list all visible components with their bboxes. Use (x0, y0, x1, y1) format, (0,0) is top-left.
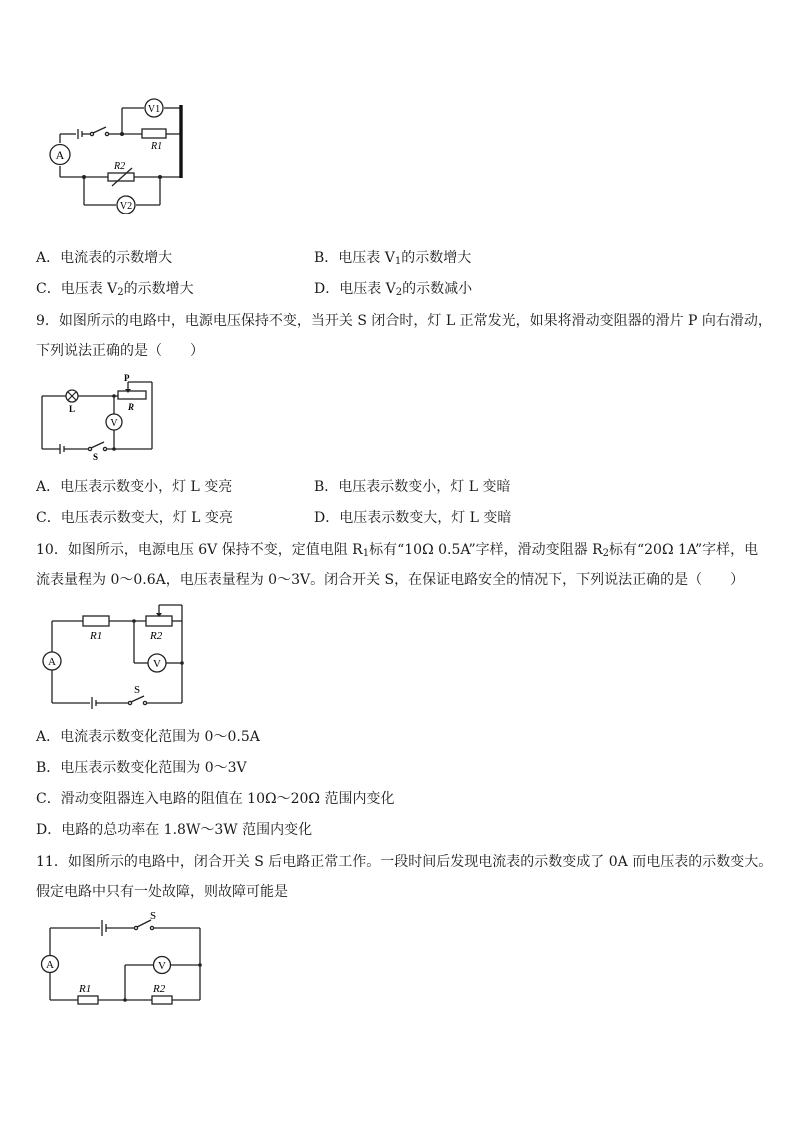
q10-option-c: C．滑动变阻器连入电路的阻值在 10Ω～20Ω 范围内变化 (36, 791, 395, 807)
q8-option-c (36, 279, 194, 303)
q8-r1-label: R1 (151, 141, 163, 152)
q8-option-b-pre: B．电压表 V (314, 250, 395, 266)
q10-switch-label: S (134, 684, 141, 696)
q11-circuit-figure (38, 908, 208, 1008)
q9-circuit-svg (38, 372, 162, 464)
q10-stem-sub2: 2 (602, 548, 609, 559)
q10-option-b: B．电压表示数变化范围为 0～3V (36, 760, 247, 776)
q9-stem-line2: 下列说法正确的是（ ） (36, 343, 204, 359)
q9-s-label: S (93, 452, 99, 462)
q10-circuit-figure (38, 600, 194, 714)
q11-circuit-svg (38, 908, 208, 1008)
q9-option-d: D．电压表示数变大，灯 L 变暗 (314, 510, 512, 526)
q8-option-b-post: 的示数增大 (401, 250, 472, 266)
q8-option-a: A．电流表的示数增大 (36, 250, 173, 266)
q10-ammeter-label: A (48, 656, 56, 668)
q8-option-c-sub: 2 (117, 287, 124, 298)
q11-voltmeter-label: V (158, 960, 166, 972)
q10-option-d: D．电路的总功率在 1.8W～3W 范围内变化 (36, 822, 313, 838)
q10-stem-post: 标有“20Ω 1A”字样，电 (608, 542, 759, 558)
q8-v1-label: V1 (147, 104, 161, 115)
q8-option-d-sub: 2 (395, 287, 403, 298)
q9-option-c: C．电压表示数变大，灯 L 变亮 (36, 510, 233, 526)
q10-stem-pre: 10．如图所示，电源电压 6V 保持不变，定值电阻 R (36, 542, 363, 558)
q8-option-b-sub: 1 (394, 256, 402, 267)
q9-v-label: V (110, 418, 118, 429)
q8-option-b (314, 248, 471, 272)
q9-r-label: R (128, 402, 135, 412)
q8-option-d-post: 的示数减小 (402, 281, 473, 297)
q10-stem-line1 (36, 540, 758, 564)
q8-option-c-pre: C．电压表 V (36, 281, 118, 297)
q8-ammeter-label: A (55, 148, 65, 162)
q10-stem-line2: 流表量程为 0～0.6A，电压表量程为 0～3V。闭合开关 S，在保证电路安全的情况下，下列说法正确的是（ ） (36, 572, 745, 588)
q11-r2-label: R2 (153, 983, 166, 995)
q10-r2-label: R2 (150, 630, 163, 642)
q9-option-a: A．电压表示数变小，灯 L 变亮 (36, 479, 233, 495)
q8-circuit-figure (40, 96, 200, 214)
q11-r1-label: R1 (79, 983, 92, 995)
q8-option-d (314, 279, 472, 303)
q9-stem-line1: 9．如图所示的电路中，电源电压保持不变，当开关 S 闭合时，灯 L 正常发光，如果将滑动变阻器的滑片 P 向右滑动， (36, 313, 772, 329)
q11-stem-line2: 假定电路中只有一处故障，则故障可能是 (36, 884, 288, 900)
q9-option-b: B．电压表示数变小，灯 L 变暗 (314, 479, 511, 495)
q11-ammeter-label: A (46, 959, 54, 971)
q8-r2-label: R2 (114, 161, 126, 172)
q11-switch-label: S (150, 910, 157, 922)
q10-stem-mid: 标有“10Ω 0.5A”字样，滑动变阻器 R (369, 542, 603, 558)
q10-voltmeter-label: V (153, 658, 161, 670)
q10-r1-label: R1 (90, 630, 103, 642)
q10-stem-sub1: 1 (362, 548, 370, 559)
q10-option-a: A．电流表示数变化范围为 0～0.5A (36, 729, 260, 745)
q9-p-label: P (124, 373, 130, 383)
q8-option-c-post: 的示数增大 (123, 281, 194, 297)
q11-stem-line1: 11．如图所示的电路中，闭合开关 S 后电路正常工作。一段时间后发现电流表的示数变成了 0A 而电压表的示数变大。 (36, 854, 773, 870)
q8-v2-label: V2 (119, 201, 133, 212)
q8-circuit-svg (40, 96, 200, 214)
q9-l-label: L (69, 404, 76, 414)
q10-circuit-svg (38, 600, 194, 714)
q8-option-d-pre: D．电压表 V (314, 281, 396, 297)
q9-circuit-figure (38, 372, 162, 464)
